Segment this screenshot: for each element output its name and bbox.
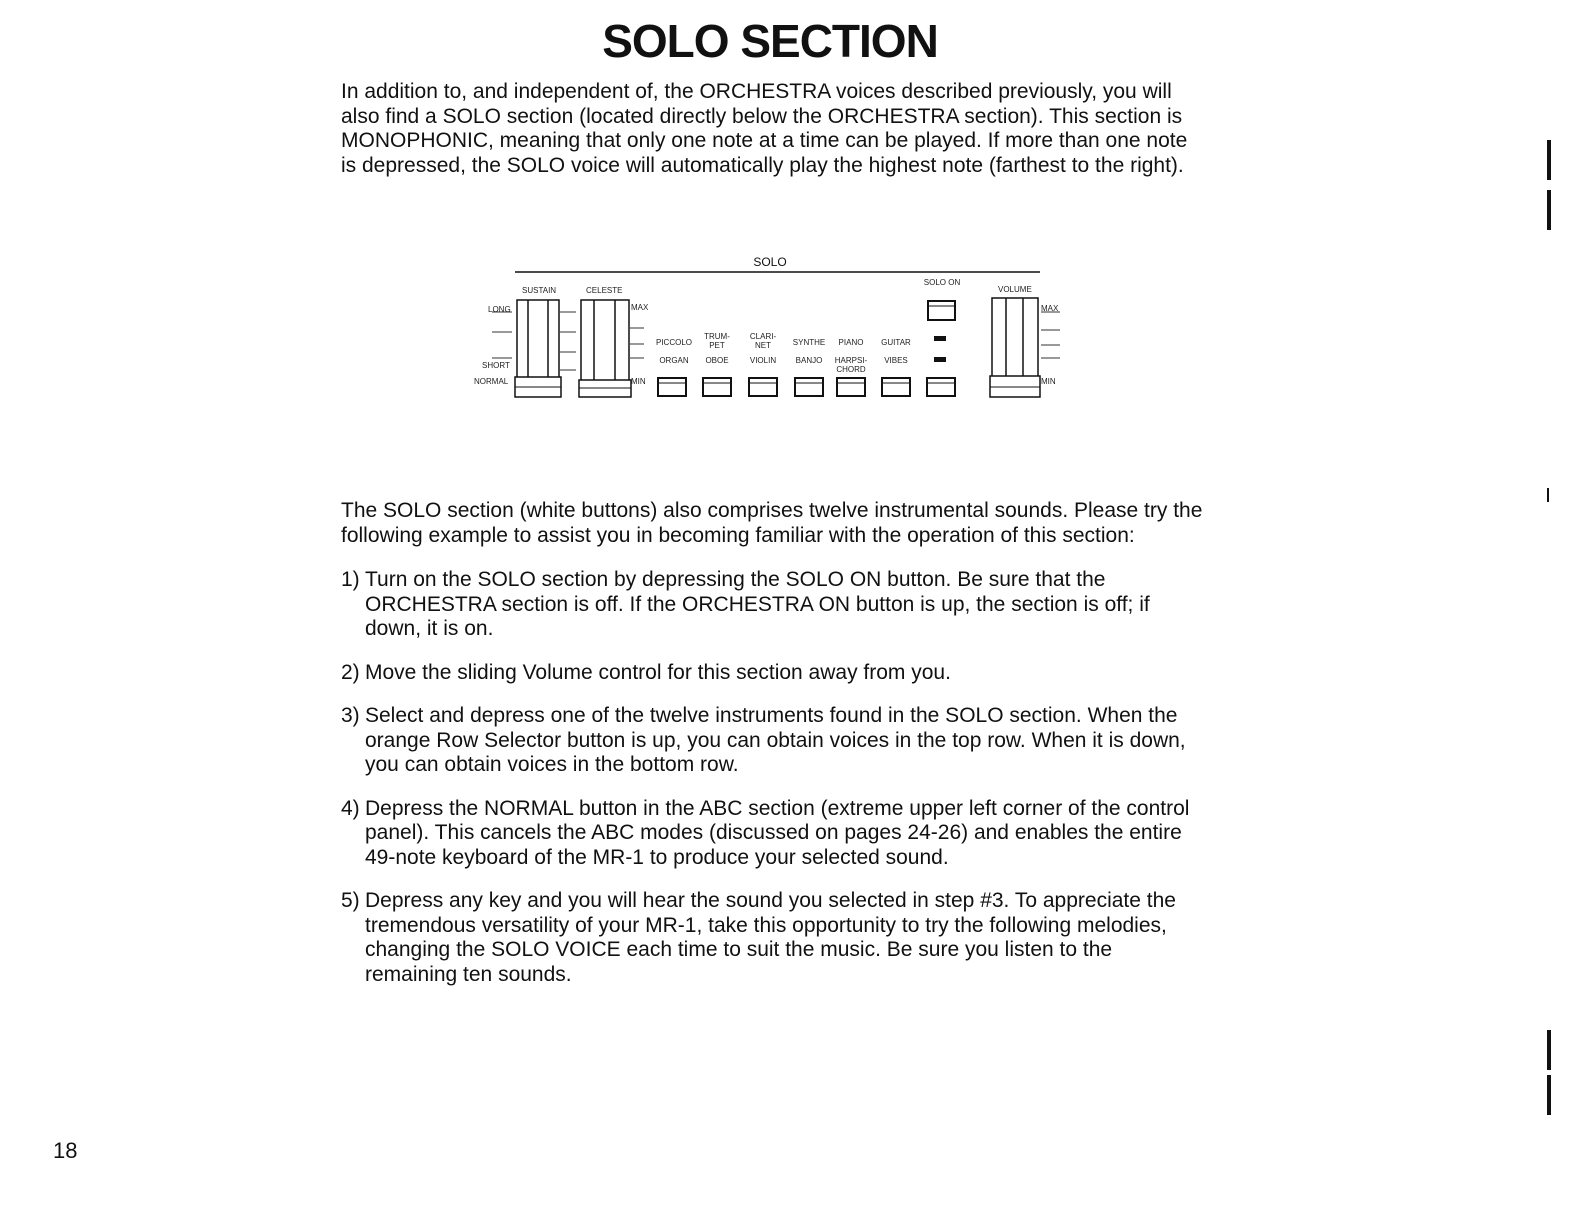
voice-top-label: PICCOLO	[655, 338, 692, 347]
step-item	[341, 704, 1205, 778]
step-number: 4)	[341, 796, 360, 820]
step-number: 5)	[341, 889, 360, 912]
row-indicator-bottom	[934, 357, 946, 362]
voice-bottom-label: BANJO	[795, 356, 823, 365]
binding-mark	[1547, 1075, 1551, 1115]
step-text: Depress the NORMAL button in the ABC section (extreme upper left corner of the control panel). This cancels the ABC modes (discussed on pages 24-26) and enables the entire 49-note keyboard of the MR-1 to produce your selected sound.	[365, 796, 1190, 869]
intro-paragraph: In addition to, and independent of, the ORCHESTRA voices described previously, you will also find a SOLO section (located directly below the ORCHESTRA section). This section is MONOPHONIC, meaning that only one note at a time can be played. If more than one note is depressed, the SOLO voice will automatically play the highest note (farthest to the right).	[341, 80, 1188, 177]
step-text: Turn on the SOLO section by depressing the SOLO ON button. Be sure that the ORCHESTRA section is off. If the ORCHESTRA ON button is up, the section is off; if down, it is on.	[365, 568, 1150, 640]
sustain-slider	[515, 300, 561, 397]
celeste-max-label: MAX	[631, 303, 649, 312]
steps-list	[341, 568, 1205, 1006]
celeste-min-label: MIN	[631, 377, 646, 386]
volume-min-label: MIN	[1041, 377, 1056, 386]
page-title: SOLO SECTION	[602, 15, 938, 67]
binding-mark	[1547, 140, 1551, 180]
panel-drawing	[470, 250, 1070, 410]
solo-on-button	[928, 301, 955, 320]
voice-top-label: TRUM-PET	[704, 332, 730, 350]
row-indicator-top	[934, 336, 946, 341]
volume-max-label: MAX	[1041, 304, 1059, 313]
normal-label: NORMAL	[474, 377, 509, 386]
binding-mark	[1547, 190, 1551, 230]
volume-label: VOLUME	[998, 285, 1032, 294]
solo-panel-diagram	[470, 250, 1070, 410]
long-label: LONG	[488, 305, 511, 314]
voice-top-label: CLARI-NET	[749, 332, 777, 350]
solo-on-label: SOLO ON	[923, 278, 961, 287]
voice-bottom-label: ORGAN	[659, 356, 689, 365]
step-item	[341, 568, 1205, 642]
binding-mark	[1547, 1030, 1551, 1070]
voice-buttons	[658, 378, 955, 396]
voice-bottom-label: HARPSI-CHORD	[834, 356, 868, 374]
step-item	[341, 661, 1205, 686]
step-text: Move the sliding Volume control for this section away from you.	[365, 660, 951, 684]
voice-top-label: GUITAR	[881, 338, 911, 347]
step-item	[341, 797, 1205, 871]
step-text: Depress any key and you will hear the sound you selected in step #3. To appreciate the tremendous versatility of your MR-1, take this opportunity to try the following melodies, changing the SOLO VOICE each time to suit the music. Be sure you listen to the remaining ten sounds.	[365, 889, 1176, 986]
step-number: 1)	[341, 568, 360, 591]
voice-bottom-label: VIBES	[884, 356, 908, 365]
celeste-slider	[579, 300, 631, 397]
page-number: 18	[53, 1138, 78, 1163]
voice-bottom-label: OBOE	[705, 356, 729, 365]
step-number: 3)	[341, 704, 360, 727]
celeste-label: CELESTE	[586, 286, 623, 295]
volume-slider	[990, 298, 1040, 397]
instructions-intro: The SOLO section (white buttons) also comprises twelve instrumental sounds. Please try the following example to assist you in becoming familiar with the operation of this section:	[341, 499, 1203, 547]
sustain-label: SUSTAIN	[522, 286, 557, 295]
voice-bottom-label: VIOLIN	[749, 356, 777, 365]
panel-title: SOLO	[753, 255, 787, 269]
voice-top-label: PIANO	[838, 338, 864, 347]
volume-scale-ticks	[1041, 312, 1060, 358]
step-text: Select and depress one of the twelve instruments found in the SOLO section. When the orange Row Selector button is up, you can obtain voices in the top row. When it is down, you can obtain voices in the bottom row.	[365, 704, 1186, 776]
binding-mark	[1547, 488, 1549, 502]
step-item	[341, 889, 1205, 987]
step-number: 2)	[341, 660, 360, 684]
voice-top-label: SYNTHE	[792, 338, 826, 347]
short-label: SHORT	[482, 361, 510, 370]
